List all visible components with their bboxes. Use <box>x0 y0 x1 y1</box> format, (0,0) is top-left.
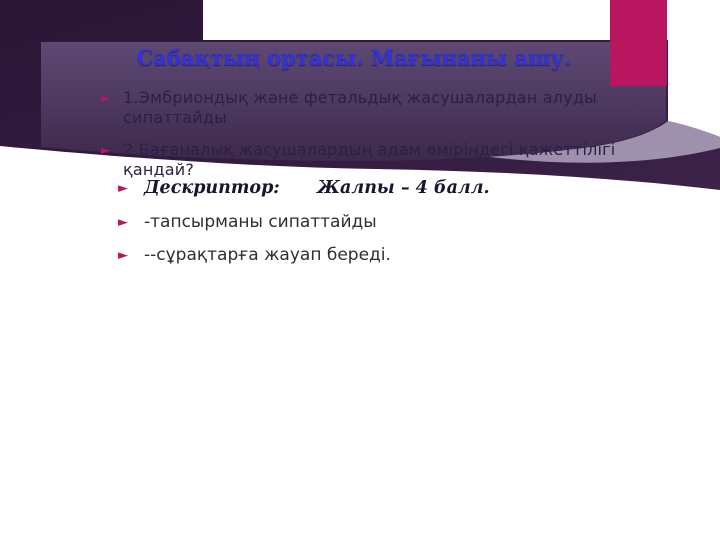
list-item <box>118 212 638 232</box>
bullet-arrow-icon: ► <box>101 91 111 105</box>
bullet-arrow-icon: ► <box>118 181 128 196</box>
bullet-arrow-icon: ► <box>118 215 128 230</box>
bullet-text: 1.Эмбриондық және фетальдық жасушалардан алуды сипаттайды <box>123 88 597 127</box>
bullet-arrow-icon: ► <box>101 143 111 157</box>
accent-rectangle <box>610 0 667 86</box>
slide-title: Сабақтың ортасы. Мағынаны ашу. <box>136 45 572 70</box>
descriptor-line <box>144 178 490 199</box>
bullet-text: 2.Бағаналық жасушалардың адам өміріндегі қажеттілігі қандай? <box>123 140 616 179</box>
descriptor-label: Дескриптор: <box>144 178 280 198</box>
descriptor-section <box>118 178 638 279</box>
descriptor-total: Жалпы – 4 балл. <box>317 178 490 198</box>
criterion-text: -тапсырманы сипаттайды <box>144 212 377 232</box>
list-item <box>118 178 638 199</box>
bullet-arrow-icon: ► <box>118 248 128 264</box>
list-item <box>101 140 681 180</box>
content-bullets <box>101 88 681 192</box>
list-item <box>101 88 681 128</box>
criterion-text: --сұрақтарға жауап береді. <box>144 245 391 266</box>
list-item <box>118 245 638 265</box>
